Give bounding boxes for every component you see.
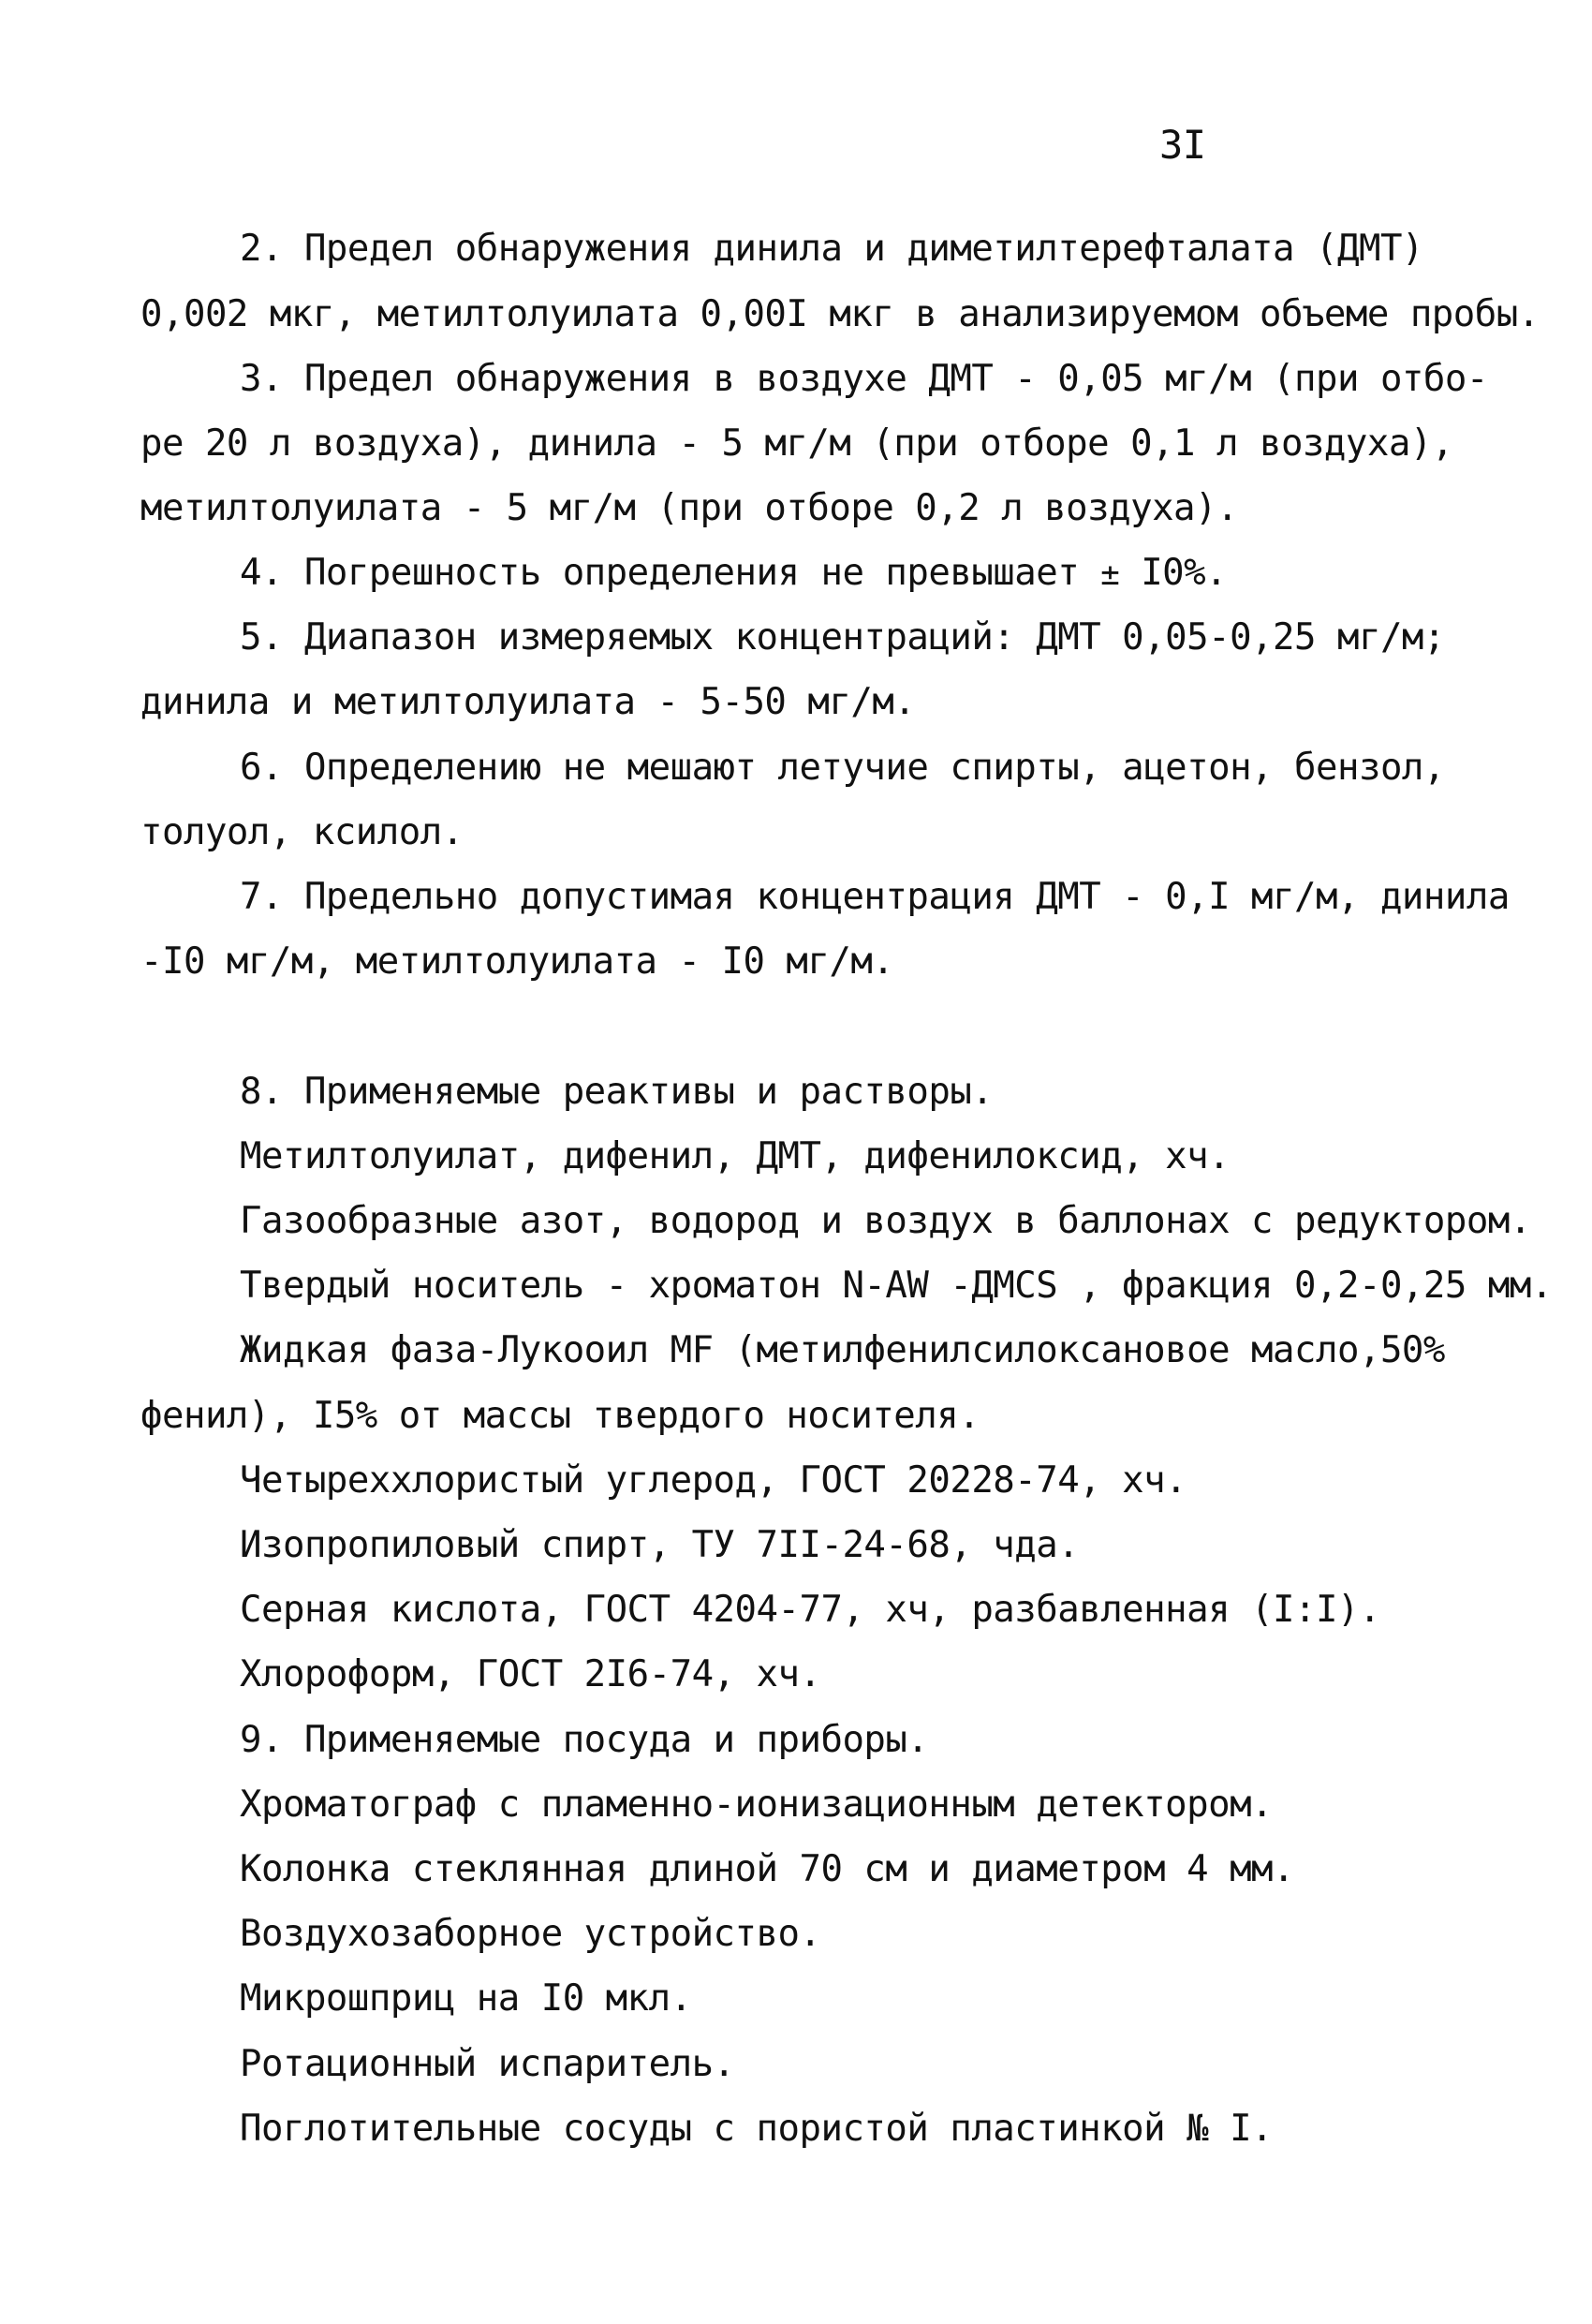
equipment-4: Микрошприц на I0 мкл. — [240, 1977, 692, 2020]
reagent-1: Метилтолуилат, дифенил, ДМТ, дифенилоксид, хч. — [240, 1135, 1231, 1177]
equipment-1: Хроматограф с пламенно-ионизационным детектором. — [240, 1784, 1274, 1826]
item-7-line-2: -I0 мг/м, метилтолуилата - I0 мг/м. — [140, 940, 894, 983]
equipment-6: Поглотительные сосуды с пористой пластинкой № I. — [240, 2108, 1274, 2150]
item-4-line: 4. Погрешность определения не превышает ± I0%. — [240, 552, 1228, 594]
reagent-7: Серная кислота, ГОСТ 4204-77, хч, разбавленная (I:I). — [240, 1589, 1380, 1631]
item-7-line-1: 7. Предельно допустимая концентрация ДМТ - 0,I мг/м, динила — [240, 876, 1510, 918]
equipment-3: Воздухозаборное устройство. — [240, 1913, 821, 1955]
equipment-5: Ротационный испаритель. — [240, 2043, 735, 2085]
item-9-heading: 9. Применяемые посуда и приборы. — [240, 1719, 929, 1761]
reagent-6: Изопропиловый спирт, ТУ 7II-24-68, чда. — [240, 1524, 1080, 1566]
reagent-8: Хлороформ, ГОСТ 2I6-74, хч. — [240, 1653, 821, 1695]
plus-minus-sign: ± — [1100, 555, 1120, 593]
item-6-line-2: толуол, ксилол. — [140, 811, 464, 853]
reagent-2: Газообразные азот, водород и воздух в баллонах с редуктором. — [240, 1200, 1531, 1242]
reagent-4-line-2: фенил), I5% от массы твердого носителя. — [140, 1395, 980, 1437]
item-3-line-1: 3. Предел обнаружения в воздухе ДМТ - 0,05 мг/м (при отбо- — [240, 358, 1488, 400]
item-5-line-1: 5. Диапазон измеряемых концентраций: ДМТ 0,05-0,25 мг/м; — [240, 616, 1445, 659]
page-number: 3I — [1159, 122, 1206, 168]
reagent-3: Твердый носитель - хроматон N-AW -ДМСS , фракция 0,2-0,25 мм. — [240, 1265, 1553, 1307]
item-3-line-3: метилтолуилата - 5 мг/м (при отборе 0,2 л воздуха). — [140, 487, 1238, 529]
item-8-heading: 8. Применяемые реактивы и растворы. — [240, 1071, 994, 1113]
item-2-line-2: 0,002 мкг, метилтолуилата 0,00I мкг в анализируемом объеме пробы. — [140, 293, 1540, 335]
reagent-4-line-1: Жидкая фаза-Лукооил МF (метилфенилсилоксановое масло,50% — [240, 1329, 1445, 1371]
equipment-2: Колонка стеклянная длиной 70 см и диаметром 4 мм. — [240, 1848, 1295, 1890]
reagent-5: Четыреххлористый углерод, ГОСТ 20228-74, хч. — [240, 1459, 1187, 1502]
item-3-line-2: ре 20 л воздуха), динила - 5 мг/м (при отборе 0,1 л воздуха), — [140, 422, 1453, 465]
item-6-line-1: 6. Определению не мешают летучие спирты, ацетон, бензол, — [240, 747, 1445, 789]
item-5-line-2: динила и метилтолуилата - 5-50 мг/м. — [140, 681, 916, 723]
item-2-line-1: 2. Предел обнаружения динила и диметилтерефталата (ДМТ) — [240, 228, 1423, 270]
